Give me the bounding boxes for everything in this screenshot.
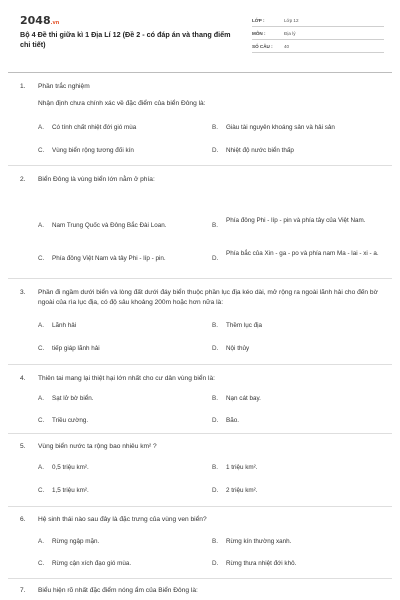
option-letter: B. (212, 322, 218, 329)
question-stem: Thiên tai mang lại thiệt hại lớn nhất cho cư dân vùng biển là: (38, 375, 215, 382)
question-divider (8, 364, 392, 365)
question-number: 4. (20, 375, 26, 382)
option-text: Rừng kín thường xanh. (226, 538, 292, 545)
option-text: Nạn cát bay. (226, 395, 261, 402)
option-letter: D. (212, 487, 219, 494)
page-title: Bộ 4 Đề thi giữa kì 1 Địa Lí 12 (Đề 2 - có đáp án và thang điểm chi tiết) (20, 30, 231, 49)
option-text: Nội thủy (226, 345, 250, 352)
header-divider (8, 72, 392, 73)
option-text: Rừng cận xích đạo gió mùa. (52, 560, 132, 567)
question-stem: Phần đi ngầm dưới biển và lòng đất dưới đáy biển thuộc phần lục địa kéo dài, mở rộng ra ngoài lãnh hải cho đến bờ ngoài của rìa lục địa, có độ sâu khoảng 200m hoặc hơn nữa là: (38, 289, 378, 306)
option-text: Lãnh hải (52, 322, 77, 329)
section-number: 1. (20, 83, 26, 90)
meta-row-subject (252, 27, 384, 40)
question-number: 7. (20, 587, 26, 594)
question-stem: Biểu hiện rõ nhất đặc điểm nóng ẩm của Biển Đông là: (38, 587, 198, 594)
option-letter: A. (38, 538, 44, 545)
logo-text: 2048 (20, 14, 51, 27)
option-letter: B. (212, 464, 218, 471)
question-divider (8, 165, 392, 166)
option-letter: B. (212, 222, 218, 229)
option-text: 1,5 triệu km². (52, 487, 89, 494)
option-letter: C. (38, 560, 45, 567)
option-text: tiếp giáp lãnh hải (52, 345, 100, 352)
option-letter: C. (38, 487, 45, 494)
meta-value: Địa lý (284, 30, 296, 36)
option-letter: D. (212, 417, 219, 424)
page-header (0, 0, 400, 70)
option-text: Rừng thưa nhiệt đới khô. (226, 560, 297, 567)
question-number: 2. (20, 176, 26, 183)
meta-value: Lớp 12 (284, 17, 299, 23)
question-divider (8, 433, 392, 434)
question-number: 5. (20, 443, 26, 450)
option-text: Triều cường. (52, 417, 89, 424)
option-text: Vùng biển rộng tương đối kín (52, 147, 134, 154)
option-text: Rừng ngập mặn. (52, 538, 100, 545)
option-text: 0,5 triệu km². (52, 464, 89, 471)
question-stem: Vùng biển nước ta rộng bao nhiêu km² ? (38, 443, 157, 450)
option-letter: B. (212, 124, 218, 131)
option-letter: A. (38, 222, 44, 229)
option-text: Có tính chất nhiệt đới gió mùa (52, 124, 137, 131)
meta-row-class (252, 14, 384, 27)
question-stem: Nhận định chưa chính xác về đặc điểm của biển Đông là: (38, 100, 206, 107)
option-text: Nam Trung Quốc và Đông Bắc Đài Loan. (52, 222, 167, 229)
option-text: Nhiệt độ nước biển thấp (226, 147, 294, 154)
option-text: Thềm lục địa (226, 322, 263, 329)
option-text: Bão. (226, 417, 239, 424)
meta-key: MÔN : (252, 30, 266, 36)
option-letter: A. (38, 395, 44, 402)
option-text: Phía bắc của Xin - ga - po và phía nam Ma - lai - xi - a. (226, 250, 379, 257)
option-letter: D. (212, 255, 219, 262)
option-letter: A. (38, 322, 44, 329)
question-stem: Hệ sinh thái nào sau đây là đặc trưng của vùng ven biển? (38, 516, 207, 523)
option-letter: B. (212, 538, 218, 545)
section-label: Phần trắc nghiệm (38, 83, 90, 90)
option-letter: C. (38, 345, 45, 352)
meta-key: LỚP : (252, 17, 265, 23)
question-number: 3. (20, 289, 26, 296)
option-text: Phía đông Việt Nam và tây Phi - líp - pin. (52, 255, 166, 262)
question-number: 6. (20, 516, 26, 523)
meta-key: SỐ CÂU : (252, 43, 273, 49)
meta-value: 40 (284, 43, 290, 49)
option-letter: D. (212, 345, 219, 352)
option-letter: C. (38, 147, 45, 154)
site-logo[interactable] (20, 14, 59, 27)
option-text: Sạt lở bờ biển. (52, 395, 94, 402)
option-letter: A. (38, 464, 44, 471)
option-text: 1 triệu km². (226, 464, 258, 471)
option-text: Giàu tài nguyên khoáng sản và hải sản (226, 124, 335, 131)
option-text: Phía đông Phi - líp - pin và phía tây của Việt Nam. (226, 217, 366, 224)
question-divider (8, 278, 392, 279)
option-letter: C. (38, 417, 45, 424)
option-letter: D. (212, 560, 219, 567)
question-divider (8, 578, 392, 579)
logo-suffix: .vn (50, 20, 60, 26)
option-text: 2 triệu km². (226, 487, 258, 494)
exam-meta (252, 14, 384, 53)
option-letter: C. (38, 255, 45, 262)
question-stem: Biển Đông là vùng biển lớn nằm ở phía: (38, 176, 155, 183)
option-letter: B. (212, 395, 218, 402)
question-divider (8, 506, 392, 507)
meta-row-count (252, 40, 384, 53)
option-letter: D. (212, 147, 219, 154)
option-letter: A. (38, 124, 44, 131)
